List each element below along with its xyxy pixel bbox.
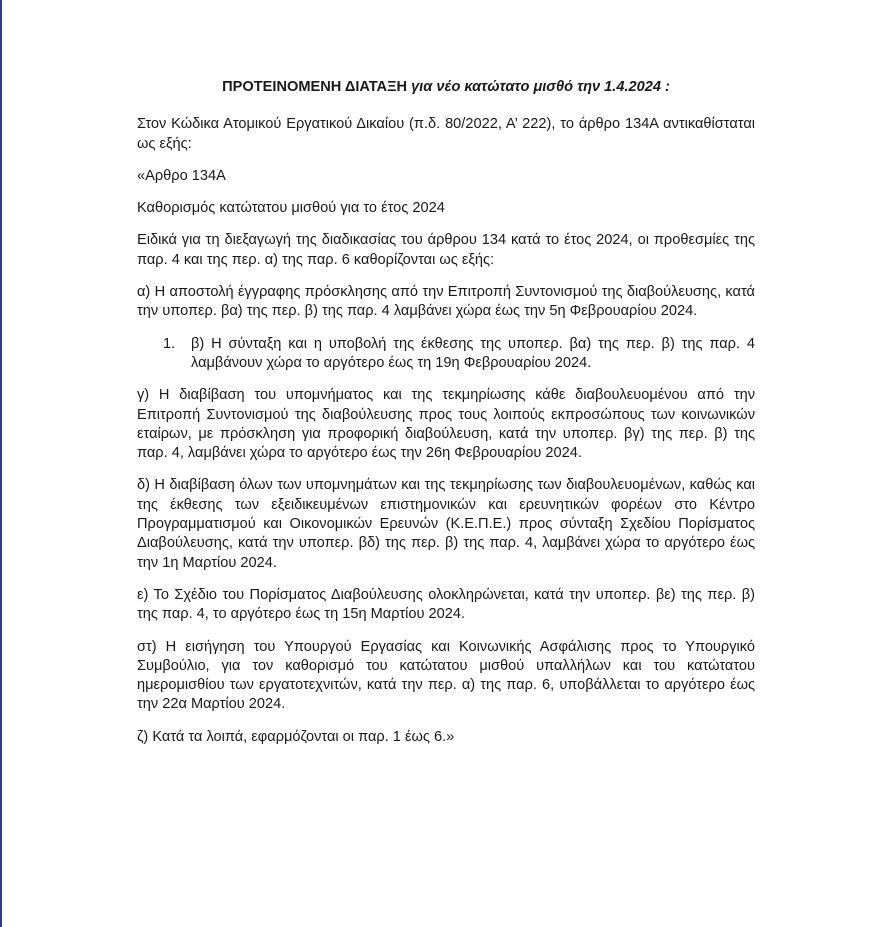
article-subtitle: Καθορισμός κατώτατου μισθού για το έτος 2024 <box>137 200 445 217</box>
lead-paragraph: Ειδικά για τη διεξαγωγή της διαδικασίας του άρθρου 134 κατά το έτος 2024, οι προθεσμίες της παρ. 4 και της περ. α) της παρ. 6 καθορίζονται ως εξής: <box>137 232 755 268</box>
article-heading: «Αρθρο 134Α <box>137 167 226 184</box>
document-page <box>137 78 755 760</box>
item-st-paragraph: στ) Η εισήγηση του Υπουργού Εργασίας και Κοινωνικής Ασφάλισης προς το Υπουργικό Συμβούλιο, για τον καθορισμό του κατώτατου μισθού υπαλλήλων και του κατώτατου ημερομισθίου των εργατοτεχνιτών, κατά την περ. α) της παρ. 6, υποβάλλεται το αργότερο έως την 22α Μαρτίου 2024. <box>137 638 755 713</box>
title-italic-text: για νέο κατώτατο μισθό την 1.4.2024 : <box>411 79 670 95</box>
item-e-paragraph: ε) Το Σχέδιο του Πορίσματος Διαβούλευσης ολοκληρώνεται, κατά την υποπερ. βε) της περ. β) της παρ. 4, το αργότερο έως τη 15η Μαρτίου 2024. <box>137 586 755 623</box>
item-c-paragraph: γ) Η διαβίβαση του υπομνήματος και της τεκμηρίωσης κάθε διαβουλευομένου από την Επιτροπή Συντονισμού της διαβούλευσης προς τους λοιπούς εκπροσώπους των κοινωνικών εταίρων, με πρόσκληση για προφορική διαβούλευση, κατά την υποπερ. βγ) της περ. β) της παρ. 4, λαμβάνει χώρα το αργότερο έως την 26η Φεβρουαρίου 2024. <box>137 387 755 462</box>
item-z-paragraph: ζ) Κατά τα λοιπά, εφαρμόζονται οι παρ. 1 έως 6.» <box>137 728 455 745</box>
window-left-edge <box>0 0 2 927</box>
intro-paragraph: Στον Κώδικα Ατομικού Εργατικού Δικαίου (π.δ. 80/2022, Α’ 222), το άρθρο 134Α αντικαθίσταται ως εξής: <box>137 116 755 152</box>
list-number: 1. <box>163 335 176 352</box>
item-b-numbered-paragraph <box>137 335 755 374</box>
item-d-paragraph: δ) Η διαβίβαση όλων των υπομνημάτων και της τεκμηρίωσης των διαβουλευομένων, καθώς και της έκθεσης των εξειδικευμένων επιστημονικών και ερευνητικών φορέων στο Κέντρο Προγραμματισμού και Οικονομικών Ερευνών (Κ.Ε.Π.Ε.) προς σύνταξη Σχεδίου Πορίσματος Διαβούλευσης, κατά την υποπερ. βδ) της περ. β) της παρ. 4, λαμβάνει χώρα το αργότερο έως την 1η Μαρτίου 2024. <box>137 477 755 571</box>
title-bold-text: ΠΡΟΤΕΙΝΟΜΕΝΗ ΔΙΑΤΑΞΗ <box>222 79 407 95</box>
item-a-paragraph: α) Η αποστολή έγγραφης πρόσκλησης από την Επιτροπή Συντονισμού της διαβούλευσης, κατά την υποπερ. βα) της περ. β) της παρ. 4 λαμβάνει χώρα έως την 5η Φεβρουαρίου 2024. <box>137 284 755 320</box>
document-title <box>137 78 755 97</box>
item-b-text: β) Η σύνταξη και η υποβολή της έκθεσης της υποπερ. βα) της περ. β) της παρ. 4 λαμβάνουν χώρα το αργότερο έως τη 19η Φεβρουαρίου 2024. <box>191 335 755 371</box>
